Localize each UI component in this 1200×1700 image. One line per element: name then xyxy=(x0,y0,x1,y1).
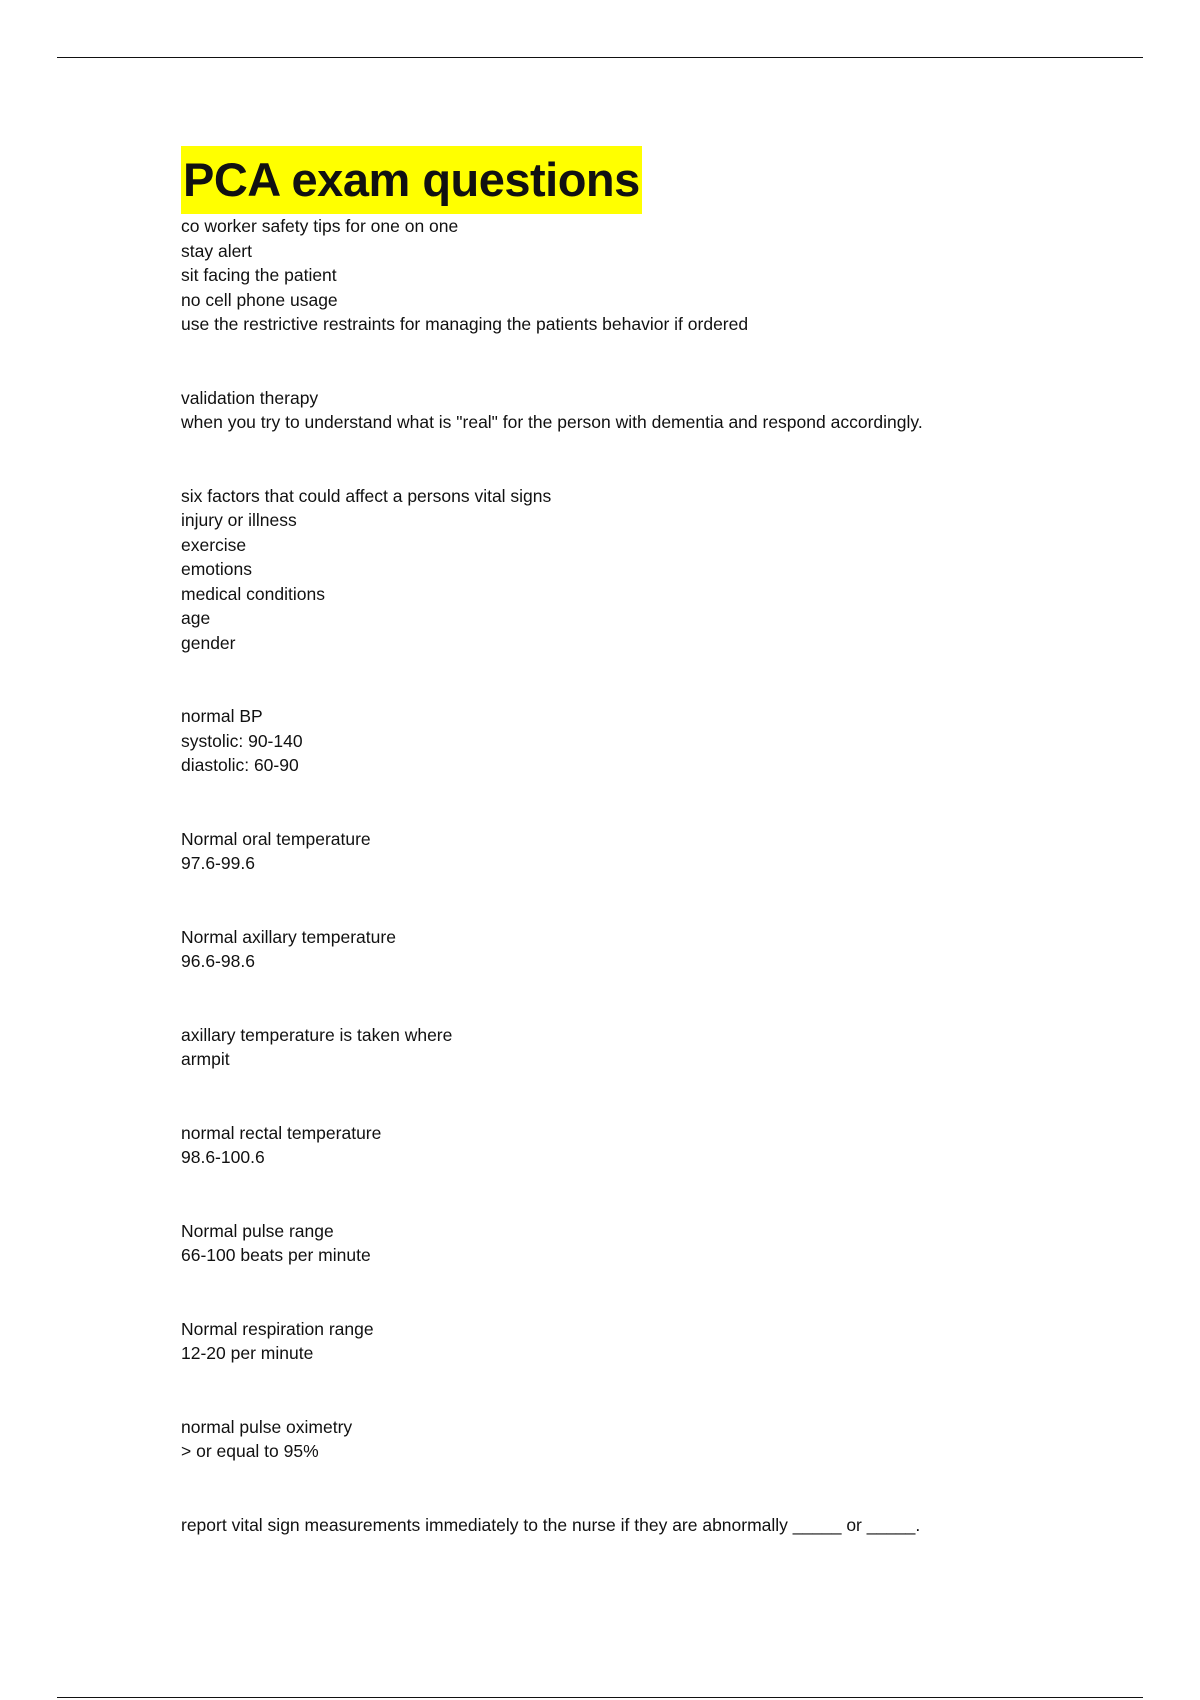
answer-line: medical conditions xyxy=(181,583,325,604)
section-gap xyxy=(181,435,1141,484)
section-gap xyxy=(181,778,1141,827)
question-line: Normal pulse range xyxy=(181,1220,334,1241)
answer-line: 96.6-98.6 xyxy=(181,951,255,971)
qa-section xyxy=(181,1415,1141,1464)
question-line: co worker safety tips for one on one xyxy=(181,216,459,236)
section-gap xyxy=(181,974,1141,1023)
bottom-rule xyxy=(57,1697,1143,1698)
qa-sections xyxy=(181,214,1141,1537)
answer-line: diastolic: 60-90 xyxy=(181,755,299,775)
document-body xyxy=(181,146,1141,1537)
question-line: axillary temperature is taken where xyxy=(181,1024,453,1045)
question-line: Normal respiration range xyxy=(181,1318,374,1339)
answer-line: gender xyxy=(181,632,236,653)
section-gap xyxy=(181,655,1141,704)
qa-section xyxy=(181,484,1141,656)
answer-line: age xyxy=(181,608,211,628)
answer-line: use the restrictive restraints for managing the patients behavior if ordered xyxy=(181,314,749,334)
top-rule xyxy=(57,57,1143,58)
answer-line: 97.6-99.6 xyxy=(181,853,255,873)
section-gap xyxy=(181,876,1141,925)
answer-line: systolic: 90-140 xyxy=(181,730,303,751)
answer-line: 98.6-100.6 xyxy=(181,1147,265,1167)
answer-line: injury or illness xyxy=(181,510,297,530)
question-line: Normal oral temperature xyxy=(181,828,371,849)
document-title: PCA exam questions xyxy=(181,146,642,214)
question-line: validation therapy xyxy=(181,387,319,408)
qa-section xyxy=(181,704,1141,778)
section-gap xyxy=(181,337,1141,386)
answer-line: armpit xyxy=(181,1049,230,1069)
answer-line: emotions xyxy=(181,559,253,579)
section-gap xyxy=(181,1072,1141,1121)
answer-line: > or equal to 95% xyxy=(181,1441,319,1461)
qa-section xyxy=(181,1219,1141,1268)
question-line: Normal axillary temperature xyxy=(181,926,396,947)
answer-line: no cell phone usage xyxy=(181,289,338,310)
answer-line: 66-100 beats per minute xyxy=(181,1245,371,1265)
answer-line: sit facing the patient xyxy=(181,265,337,285)
section-gap xyxy=(181,1366,1141,1415)
question-line: six factors that could affect a persons vital signs xyxy=(181,485,552,506)
qa-section xyxy=(181,1121,1141,1170)
qa-section xyxy=(181,1023,1141,1072)
question-line: normal pulse oximetry xyxy=(181,1416,353,1437)
qa-section xyxy=(181,214,1141,337)
qa-section xyxy=(181,827,1141,876)
section-gap xyxy=(181,1464,1141,1513)
answer-line: 12-20 per minute xyxy=(181,1343,314,1363)
answer-line: stay alert xyxy=(181,240,252,261)
question-line: normal BP xyxy=(181,706,263,726)
answer-line: when you try to understand what is "real" for the person with dementia and respond accordingly. xyxy=(181,412,923,432)
answer-line: exercise xyxy=(181,534,247,555)
question-line: report vital sign measurements immediately to the nurse if they are abnormally _____ or _____. xyxy=(181,1514,921,1535)
question-line: normal rectal temperature xyxy=(181,1122,382,1143)
qa-section xyxy=(181,1317,1141,1366)
section-gap xyxy=(181,1170,1141,1219)
qa-section xyxy=(181,925,1141,974)
qa-section xyxy=(181,1513,1141,1538)
section-gap xyxy=(181,1268,1141,1317)
qa-section xyxy=(181,386,1141,435)
